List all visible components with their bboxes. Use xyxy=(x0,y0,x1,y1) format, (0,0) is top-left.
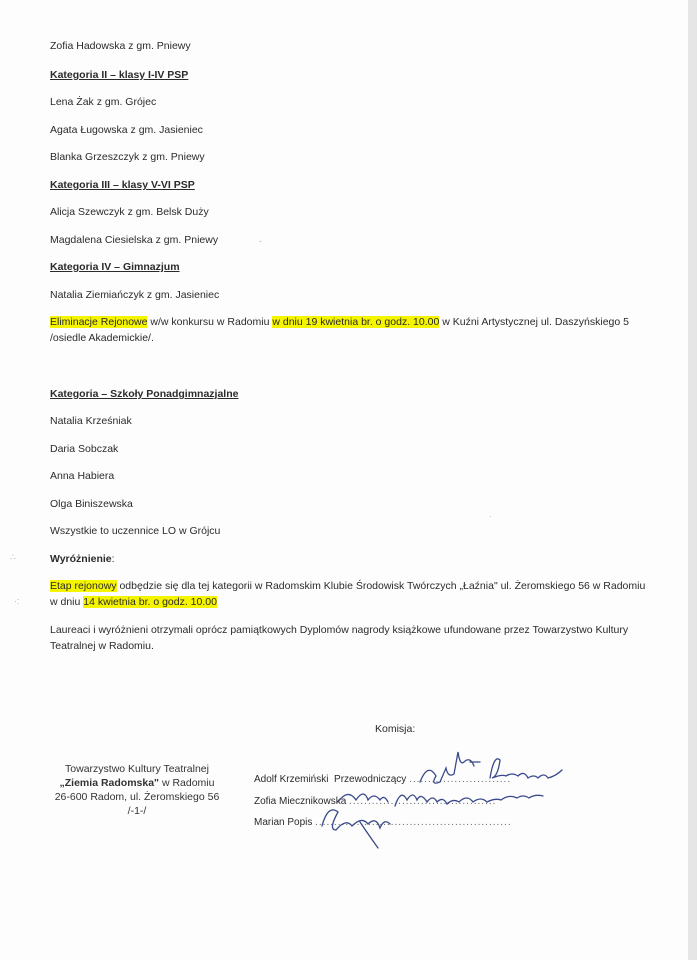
participant-zak: Lena Żak z gm. Grójec xyxy=(50,96,157,108)
category-ponadgimnazjalne-heading: Kategoria – Szkoły Ponadgimnazjalne xyxy=(50,388,239,400)
signature-2-stroke xyxy=(338,794,543,806)
signatory-3-dots: .................................................... xyxy=(315,817,512,828)
signatory-2-dots: ....................................... xyxy=(349,796,497,807)
signatory-3-name: Marian Popis xyxy=(254,817,313,828)
laureaci-paragraph: Laureaci i wyróżnieni otrzymali oprócz pamiątkowych Dyplomów nagrody książkowe ufundowane przez Towarzystwo Kultury Teatralnej w Radomiu. xyxy=(50,624,629,652)
category-3-heading: Kategoria III – klasy V-VI PSP xyxy=(50,179,195,191)
participant-biniszewska: Olga Biniszewska xyxy=(50,498,133,510)
signatory-2-name: Zofia Miecznikowska xyxy=(254,796,347,807)
participant-sobczak: Daria Sobczak xyxy=(50,443,119,455)
participant-hadowska: Zofia Hadowska z gm. Pniewy xyxy=(50,40,191,52)
elimination-date-highlight: w dniu 19 kwietnia br. o godz. 10.00 xyxy=(272,316,440,328)
participant-habiera: Anna Habiera xyxy=(50,470,115,482)
etap-date-highlight: 14 kwietnia br. o godz. 10.00 xyxy=(83,596,217,608)
participant-ciesielska: Magdalena Ciesielska z gm. Pniewy xyxy=(50,234,219,246)
scan-speck: · xyxy=(489,511,492,521)
stamp-line-1: Towarzystwo Kultury Teatralnej xyxy=(65,763,209,775)
scan-speck: ·: xyxy=(14,596,20,606)
signatory-1-name: Adolf Krzemiński xyxy=(254,774,329,785)
stamp-city: w Radomiu xyxy=(159,777,215,789)
wyroznienie-label: Wyróżnienie xyxy=(50,553,112,565)
signatory-1-dots: ........................... xyxy=(409,774,512,785)
stamp-line-4: /-1-/ xyxy=(127,805,147,817)
participant-szewczyk: Alicja Szewczyk z gm. Belsk Duży xyxy=(50,206,209,218)
stamp-line-3: 26-600 Radom, ul. Żeromskiego 56 xyxy=(54,791,220,803)
elimination-highlight: Eliminacje Rejonowe xyxy=(50,316,148,328)
participant-grzeszczyk: Blanka Grzeszczyk z gm. Pniewy xyxy=(50,151,205,163)
signature-3-stroke xyxy=(322,810,390,848)
etap-highlight: Etap rejonowy xyxy=(50,580,117,592)
signature-1-stroke xyxy=(420,752,562,783)
stamp-name: „Ziemia Radomska" xyxy=(59,777,160,789)
scan-speck: - xyxy=(259,236,262,246)
scan-speck: ∴ xyxy=(10,552,16,562)
participant-krzesniak: Natalia Krześniak xyxy=(50,415,132,427)
elimination-text-1: w/w konkursu w Radomiu xyxy=(147,316,273,328)
komisja-label: Komisja: xyxy=(375,723,416,735)
participant-ziemianczyk: Natalia Ziemiańczyk z gm. Jasieniec xyxy=(50,289,220,301)
wyroznienie-colon: : xyxy=(111,553,115,565)
elimination-text-2: w Kuźni Artystycznej ul. Daszyńskiego 5 /osiedle Akademickie/. xyxy=(50,316,629,344)
signatory-1-role: Przewodniczący xyxy=(334,774,407,785)
school-note: Wszystkie to uczennice LO w Grójcu xyxy=(50,525,221,537)
category-4-heading: Kategoria IV – Gimnazjum xyxy=(50,261,180,273)
participant-lugowska: Agata Ługowska z gm. Jasieniec xyxy=(50,124,203,136)
etap-text: odbędzie się dla tej kategorii w Radomskim Klubie Środowisk Twórczych „Łaźnia" ul. Żeromskiego 56 w Radomiu w dniu xyxy=(50,580,646,608)
category-2-heading: Kategoria II – klasy I-IV PSP xyxy=(50,69,189,81)
